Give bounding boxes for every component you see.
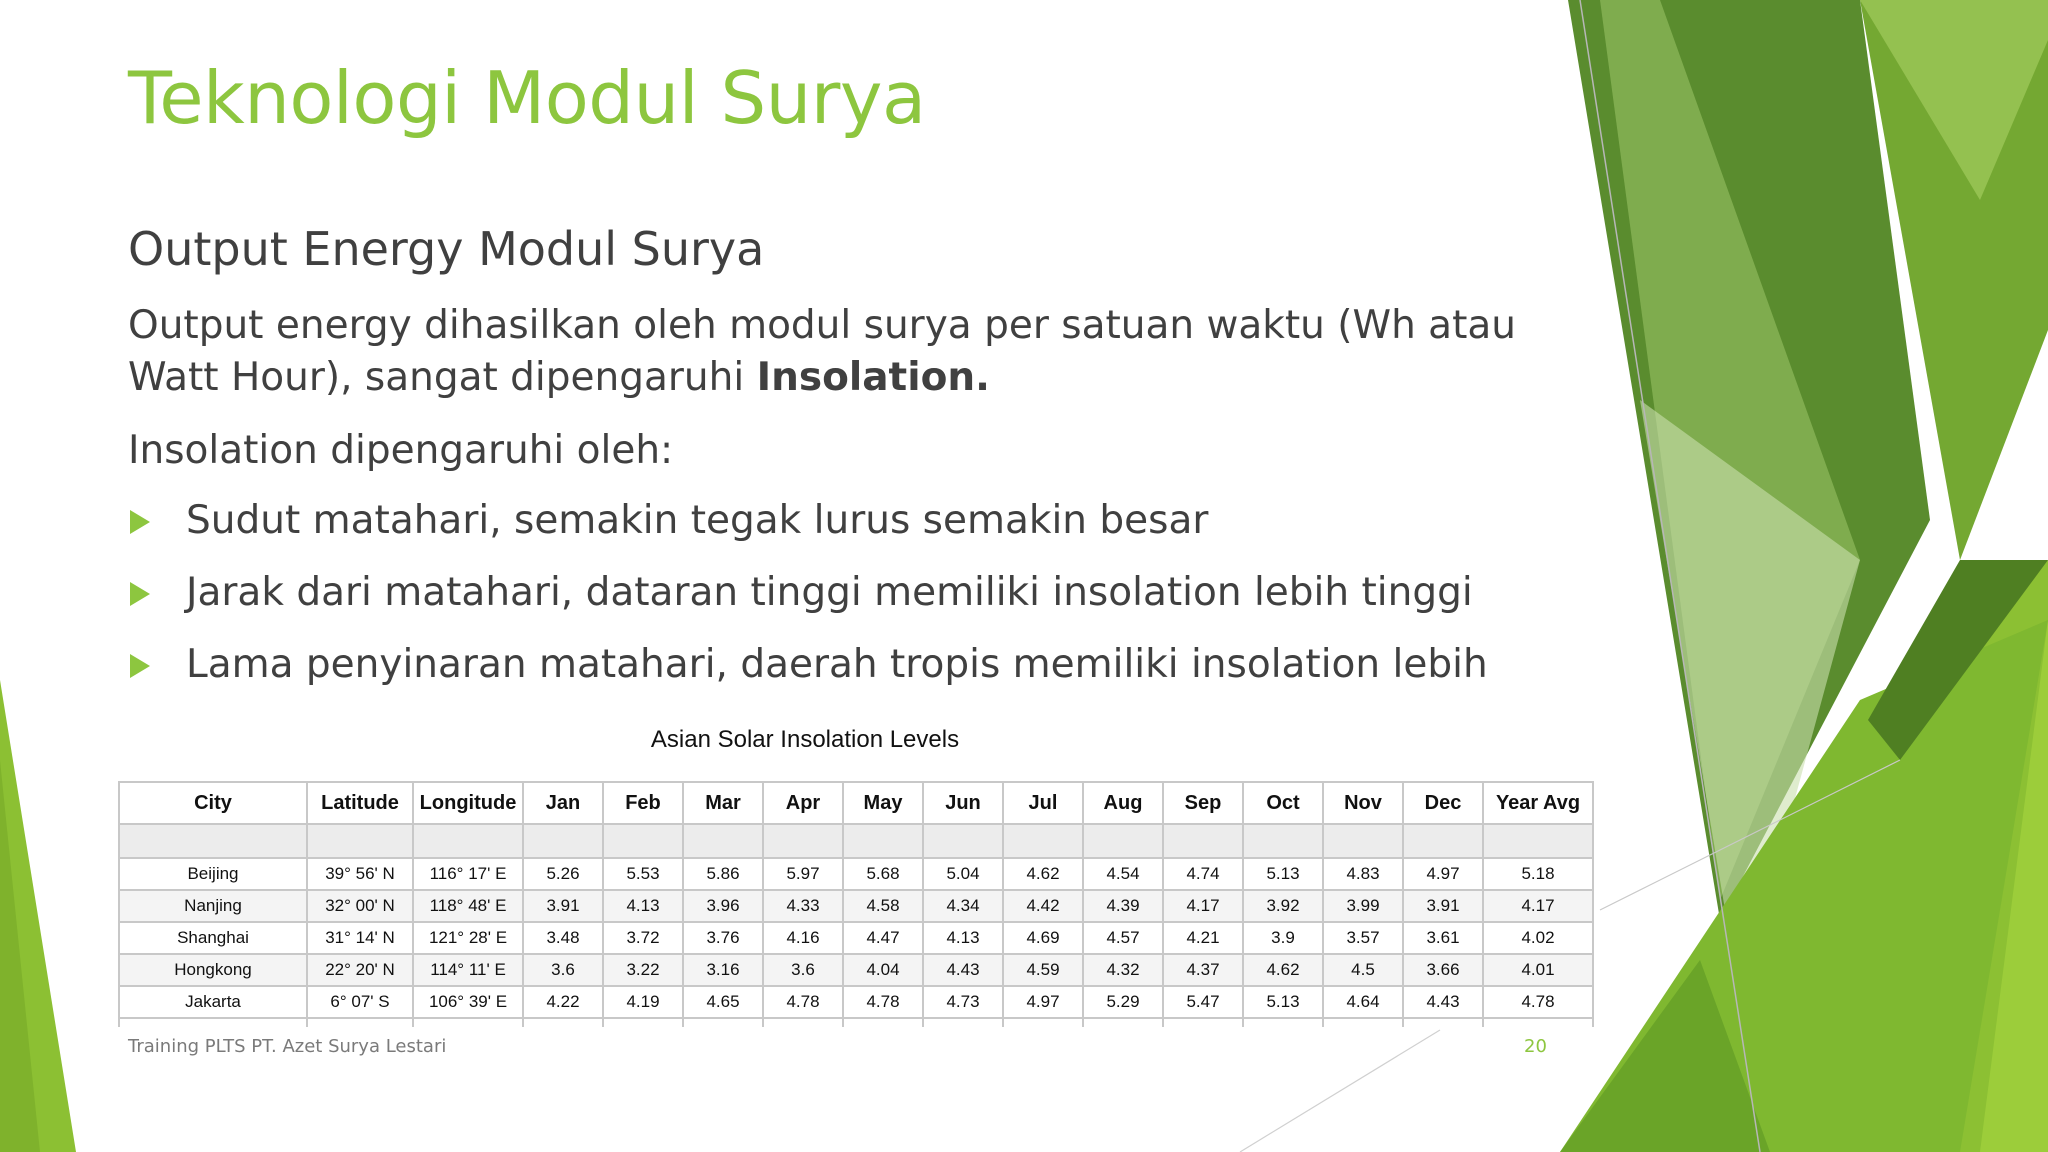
table-spacer-row (119, 824, 1593, 858)
column-header: Latitude (307, 782, 413, 824)
table-cell: 6° 07' S (307, 986, 413, 1018)
table-cell: 5.13 (1243, 986, 1323, 1018)
column-header: Oct (1243, 782, 1323, 824)
table-cell: 114° 11' E (413, 954, 523, 986)
bullet-text: Lama penyinaran matahari, daerah tropis memiliki insolation lebih (186, 642, 1488, 687)
bullet-text: Sudut matahari, semakin tegak lurus semakin besar (186, 498, 1209, 543)
column-header: Feb (603, 782, 683, 824)
slide-subtitle: Output Energy Modul Surya (128, 222, 765, 276)
paragraph-bold-term: Insolation. (756, 355, 990, 400)
table-cell: 4.78 (1483, 986, 1593, 1018)
table-cell: 32° 00' N (307, 890, 413, 922)
table-cell: 3.96 (683, 890, 763, 922)
table-cell: 4.17 (1483, 890, 1593, 922)
bullet-item (128, 498, 1488, 570)
table-cell: 3.16 (683, 954, 763, 986)
city-cell: Hongkong (119, 954, 307, 986)
table-cell: 3.57 (1323, 922, 1403, 954)
table-cell: 4.62 (1243, 954, 1323, 986)
column-header: May (843, 782, 923, 824)
table-cell: 3.91 (1403, 890, 1483, 922)
column-header: Apr (763, 782, 843, 824)
table-cell: 4.19 (603, 986, 683, 1018)
table-cell: 4.97 (1403, 858, 1483, 890)
table-trailing-row (119, 1018, 1593, 1027)
table-cell: 3.66 (1403, 954, 1483, 986)
bullet-list (128, 498, 1488, 714)
table-cell: 4.32 (1083, 954, 1163, 986)
table-cell: 3.99 (1323, 890, 1403, 922)
table-cell: 4.42 (1003, 890, 1083, 922)
table-cell: 39° 56' N (307, 858, 413, 890)
bullet-text: Jarak dari matahari, dataran tinggi memiliki insolation lebih tinggi (186, 570, 1473, 615)
table-cell: 31° 14' N (307, 922, 413, 954)
triangle-right-icon (128, 570, 186, 618)
table-cell: 4.73 (923, 986, 1003, 1018)
table-cell: 4.5 (1323, 954, 1403, 986)
table-row (119, 922, 1593, 954)
table-cell: 4.58 (843, 890, 923, 922)
table-cell: 118° 48' E (413, 890, 523, 922)
column-header: Dec (1403, 782, 1483, 824)
table-cell: 22° 20' N (307, 954, 413, 986)
table-cell: 4.33 (763, 890, 843, 922)
table-cell: 3.22 (603, 954, 683, 986)
slide-title: Teknologi Modul Surya (128, 56, 926, 140)
table-cell: 4.43 (1403, 986, 1483, 1018)
table-cell: 4.64 (1323, 986, 1403, 1018)
insolation-intro: Insolation dipengaruhi oleh: (128, 428, 674, 473)
output-energy-paragraph (128, 300, 1518, 404)
bullet-item (128, 570, 1488, 642)
table-cell: 4.69 (1003, 922, 1083, 954)
table-cell: 5.26 (523, 858, 603, 890)
table-title: Asian Solar Insolation Levels (650, 726, 960, 753)
column-header: Longitude (413, 782, 523, 824)
table-cell: 4.21 (1163, 922, 1243, 954)
column-header: Aug (1083, 782, 1163, 824)
table-cell: 4.57 (1083, 922, 1163, 954)
table-row (119, 890, 1593, 922)
table-cell: 3.72 (603, 922, 683, 954)
table-cell: 3.6 (763, 954, 843, 986)
table-cell: 3.9 (1243, 922, 1323, 954)
insolation-table (118, 781, 1594, 1027)
table-cell: 5.97 (763, 858, 843, 890)
table-cell: 121° 28' E (413, 922, 523, 954)
table-cell: 3.92 (1243, 890, 1323, 922)
table-cell: 3.61 (1403, 922, 1483, 954)
table-cell: 4.01 (1483, 954, 1593, 986)
triangle-right-icon (128, 498, 186, 546)
city-cell: Shanghai (119, 922, 307, 954)
page-number: 20 (1524, 1036, 1547, 1057)
table-cell: 4.16 (763, 922, 843, 954)
table-cell: 4.97 (1003, 986, 1083, 1018)
table-cell: 4.02 (1483, 922, 1593, 954)
city-cell: Nanjing (119, 890, 307, 922)
triangle-right-icon (128, 642, 186, 690)
bullet-item (128, 642, 1488, 714)
table-cell: 3.48 (523, 922, 603, 954)
table-cell: 4.43 (923, 954, 1003, 986)
table-cell: 3.6 (523, 954, 603, 986)
table-cell: 4.39 (1083, 890, 1163, 922)
table-cell: 4.04 (843, 954, 923, 986)
table-cell: 5.47 (1163, 986, 1243, 1018)
table-cell: 5.04 (923, 858, 1003, 890)
column-header: Mar (683, 782, 763, 824)
table-cell: 4.22 (523, 986, 603, 1018)
table-cell: 106° 39' E (413, 986, 523, 1018)
table-cell: 5.29 (1083, 986, 1163, 1018)
table-cell: 5.18 (1483, 858, 1593, 890)
table-cell: 4.37 (1163, 954, 1243, 986)
footer-text: Training PLTS PT. Azet Surya Lestari (128, 1036, 447, 1057)
table-cell: 116° 17' E (413, 858, 523, 890)
city-cell: Jakarta (119, 986, 307, 1018)
table-cell: 4.17 (1163, 890, 1243, 922)
table-cell: 5.86 (683, 858, 763, 890)
table-cell: 3.76 (683, 922, 763, 954)
column-header: Sep (1163, 782, 1243, 824)
table-row (119, 986, 1593, 1018)
table-cell: 4.78 (843, 986, 923, 1018)
table-cell: 4.13 (603, 890, 683, 922)
table-cell: 4.59 (1003, 954, 1083, 986)
column-header: City (119, 782, 307, 824)
table-cell: 5.53 (603, 858, 683, 890)
column-header: Jun (923, 782, 1003, 824)
table-header-row (119, 782, 1593, 824)
city-cell: Beijing (119, 858, 307, 890)
table-row (119, 858, 1593, 890)
table-row (119, 954, 1593, 986)
column-header: Jan (523, 782, 603, 824)
column-header: Nov (1323, 782, 1403, 824)
table-cell: 4.83 (1323, 858, 1403, 890)
table-cell: 4.13 (923, 922, 1003, 954)
table-cell: 5.13 (1243, 858, 1323, 890)
table-cell: 4.54 (1083, 858, 1163, 890)
table-cell: 4.74 (1163, 858, 1243, 890)
table-cell: 4.65 (683, 986, 763, 1018)
table-cell: 5.68 (843, 858, 923, 890)
table-cell: 4.78 (763, 986, 843, 1018)
column-header: Jul (1003, 782, 1083, 824)
table-cell: 4.62 (1003, 858, 1083, 890)
column-header: Year Avg (1483, 782, 1593, 824)
paragraph-text: Output energy dihasilkan oleh modul surya per satuan waktu (Wh atau Watt Hour), sangat dipengaruhi (128, 303, 1516, 400)
table-cell: 4.34 (923, 890, 1003, 922)
table-cell: 4.47 (843, 922, 923, 954)
table-cell: 3.91 (523, 890, 603, 922)
